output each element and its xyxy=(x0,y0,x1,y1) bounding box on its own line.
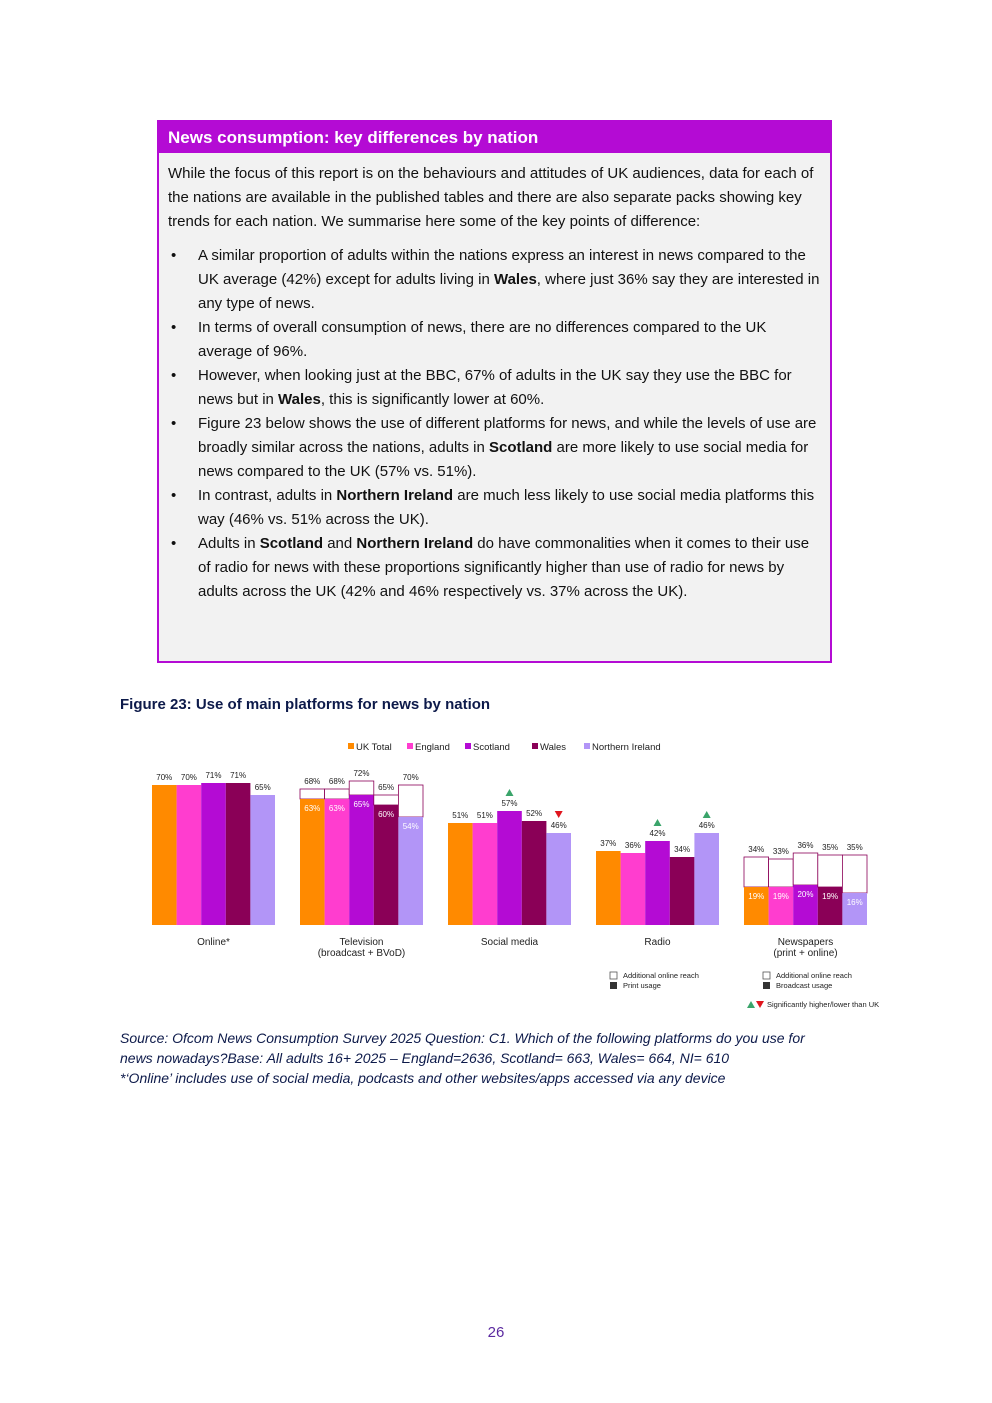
legend-label: Significantly higher/lower than UK xyxy=(767,1000,880,1009)
bullet-text: are much less likely to use social media platforms this way (46% vs. 51% across the UK). xyxy=(198,487,815,528)
bullet-dot: • xyxy=(171,247,177,264)
bar xyxy=(374,805,399,925)
data-label: 70% xyxy=(156,773,173,782)
data-label: 52% xyxy=(526,809,543,818)
bullet-text: are more likely to use social media for news compared to the UK (57% vs. 51%). xyxy=(198,439,809,480)
data-label: 42% xyxy=(649,829,666,838)
legend-label: Scotland xyxy=(473,742,510,753)
bullet-text: In contrast, adults in xyxy=(198,487,337,504)
data-label: 37% xyxy=(600,839,617,848)
legend-label: Additional online reach xyxy=(776,971,852,980)
data-label: 65% xyxy=(254,783,271,792)
bar xyxy=(621,853,646,925)
category-label: Television xyxy=(339,937,384,948)
category-label: Online* xyxy=(197,937,230,948)
legend-swatch xyxy=(465,743,471,749)
legend-label: Broadcast usage xyxy=(776,981,833,990)
legend-swatch xyxy=(584,743,590,749)
bar-inner-label: 54% xyxy=(402,822,419,831)
bar-inner-label: 19% xyxy=(822,892,839,901)
legend-label: UK Total xyxy=(356,742,392,753)
bullet-item xyxy=(168,412,820,484)
bullet-item xyxy=(168,316,820,364)
sig-up-marker xyxy=(703,811,711,818)
box-title: News consumption: key differences by nation xyxy=(159,122,830,153)
bullet-bold: Scotland xyxy=(488,439,553,456)
data-label: 46% xyxy=(550,821,567,830)
figure-title: Figure 23: Use of main platforms for news by nation xyxy=(120,696,491,713)
bullet-item xyxy=(168,532,820,604)
bullet-bold: Scotland xyxy=(259,535,324,552)
bullet-text: A similar proportion of adults within the nations express an interest in news compared to the UK average (42%) except for adults living in xyxy=(198,247,806,288)
bar xyxy=(670,857,695,925)
bar-inner-label: 65% xyxy=(353,800,370,809)
legend-label: Northern Ireland xyxy=(592,742,661,753)
data-label: 71% xyxy=(205,771,222,780)
bar-inner-label: 19% xyxy=(772,892,789,901)
category-label: Social media xyxy=(480,937,539,948)
bar xyxy=(226,783,251,925)
source-line: news nowadays?Base: All adults 16+ 2025 – England=2636, Scotland= 663, Wales= 664, NI= 610 xyxy=(120,1050,730,1066)
legend-swatch-online xyxy=(763,972,770,979)
bar-outline xyxy=(325,789,350,799)
bullet-bold: Northern Ireland xyxy=(336,487,454,504)
bar-outline xyxy=(793,853,818,885)
box-intro: While the focus of this report is on the behaviours and attitudes of UK audiences, data for each of the nations are available in the published tables and there are also separate packs showing key trends for each nation. We summarise here some of the key points of difference: xyxy=(168,165,814,230)
page-number: 26 xyxy=(487,1324,505,1341)
category-label: Newspapers xyxy=(777,937,834,948)
bar-inner-label: 63% xyxy=(328,804,345,813)
bar xyxy=(448,823,473,925)
data-label: 70% xyxy=(180,773,197,782)
legend-swatch-online xyxy=(610,972,617,979)
box-body xyxy=(159,153,830,604)
bullet-bold: Northern Ireland xyxy=(356,535,474,552)
legend-label: Additional online reach xyxy=(623,971,699,980)
data-label: 71% xyxy=(230,771,247,780)
bar-outline xyxy=(300,789,325,799)
data-label: 46% xyxy=(698,821,715,830)
bullet-text: However, when looking just at the BBC, 67% of adults in the UK say they use the BBC for news but in xyxy=(198,367,792,408)
bar xyxy=(522,821,547,925)
data-label: 35% xyxy=(822,843,839,852)
platforms-bar-chart xyxy=(120,730,910,1015)
bullet-dot: • xyxy=(171,319,177,336)
bullet-text: Adults in xyxy=(198,535,260,552)
legend-label: England xyxy=(415,742,450,753)
bullet-list xyxy=(168,244,820,604)
data-label: 72% xyxy=(353,769,370,778)
bullet-item xyxy=(168,484,820,532)
bar xyxy=(546,833,571,925)
data-label: 68% xyxy=(328,777,345,786)
data-label: 34% xyxy=(748,845,765,854)
bar xyxy=(473,823,498,925)
bar-outline xyxy=(842,855,867,893)
legend-swatch xyxy=(532,743,538,749)
bar-outline xyxy=(769,859,794,887)
data-label: 51% xyxy=(452,811,469,820)
bullet-dot: • xyxy=(171,415,177,432)
bullet-text: , this is significantly lower at 60%. xyxy=(320,391,545,408)
bar-outline xyxy=(374,795,399,805)
bar xyxy=(152,785,177,925)
data-label: 68% xyxy=(304,777,321,786)
bar-inner-label: 60% xyxy=(378,810,395,819)
sig-down-legend xyxy=(756,1001,764,1008)
bullet-dot: • xyxy=(171,367,177,384)
bullet-text: , where just 36% say they are interested in any type of news. xyxy=(198,271,820,312)
category-label: (broadcast + BVoD) xyxy=(317,948,406,959)
bar-inner-label: 20% xyxy=(797,890,814,899)
data-label: 57% xyxy=(501,799,518,808)
data-label: 70% xyxy=(402,773,419,782)
category-label: (print + online) xyxy=(773,948,838,959)
legend-swatch xyxy=(348,743,354,749)
data-label: 35% xyxy=(846,843,863,852)
source-line: Source: Ofcom News Consumption Survey 2025 Question: C1. Which of the following platforms do you use for xyxy=(120,1030,805,1046)
bullet-bold: Wales xyxy=(493,271,537,288)
bullet-item xyxy=(168,244,820,316)
bar-outline xyxy=(744,857,769,887)
bar xyxy=(250,795,275,925)
bar-outline xyxy=(818,855,843,887)
bar xyxy=(177,785,202,925)
legend-swatch xyxy=(407,743,413,749)
legend-swatch-broadcast xyxy=(763,982,770,989)
data-label: 36% xyxy=(624,841,641,850)
bullet-text: Figure 23 below shows the use of different platforms for news, and while the levels of use are broadly similar across the nations, adults in xyxy=(198,415,817,456)
key-differences-box xyxy=(157,120,832,663)
data-label: 33% xyxy=(772,847,789,856)
bar xyxy=(645,841,670,925)
legend-label: Print usage xyxy=(623,981,661,990)
bar xyxy=(694,833,719,925)
bar-outline xyxy=(398,785,423,817)
bullet-text: do have commonalities when it comes to their use of radio for news with these proportions significantly higher than use of radio for news by adults across the UK (42% and 46% respectively vs. 37% across the UK). xyxy=(198,535,810,600)
bar-outline xyxy=(349,781,374,795)
data-label: 34% xyxy=(674,845,691,854)
sig-up-marker xyxy=(654,819,662,826)
data-label: 51% xyxy=(476,811,493,820)
bullet-dot: • xyxy=(171,535,177,552)
source-note xyxy=(120,1028,880,1088)
data-label: 36% xyxy=(797,841,814,850)
bullet-text: In terms of overall consumption of news, there are no differences compared to the UK average of 96%. xyxy=(198,319,767,360)
bar xyxy=(596,851,621,925)
bar xyxy=(497,811,522,925)
bullet-dot: • xyxy=(171,487,177,504)
data-label: 65% xyxy=(378,783,395,792)
source-line: *‘Online’ includes use of social media, podcasts and other websites/apps accessed via any device xyxy=(120,1070,726,1086)
legend-label: Wales xyxy=(540,742,567,753)
bar xyxy=(201,783,226,925)
bar xyxy=(325,799,350,925)
bar-inner-label: 63% xyxy=(304,804,321,813)
bar xyxy=(300,799,325,925)
bar-inner-label: 19% xyxy=(748,892,765,901)
bullet-text: and xyxy=(323,535,357,552)
category-label: Radio xyxy=(644,937,671,948)
bar-inner-label: 16% xyxy=(846,898,863,907)
legend-swatch-print xyxy=(610,982,617,989)
sig-up-legend xyxy=(747,1001,755,1008)
sig-down-marker xyxy=(555,811,563,818)
bullet-bold: Wales xyxy=(278,391,321,408)
bullet-item xyxy=(168,364,820,412)
bar xyxy=(349,795,374,925)
bar xyxy=(398,817,423,925)
sig-up-marker xyxy=(506,789,514,796)
